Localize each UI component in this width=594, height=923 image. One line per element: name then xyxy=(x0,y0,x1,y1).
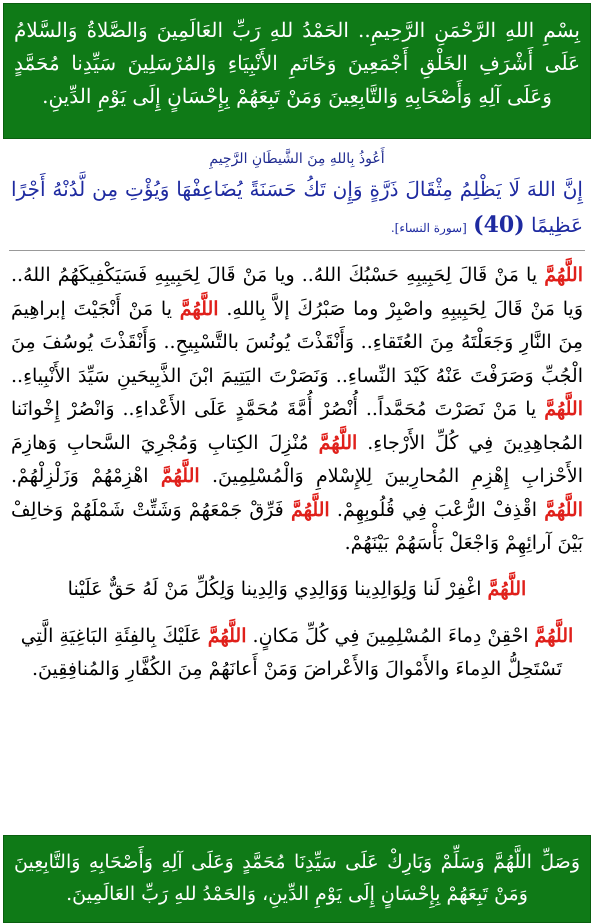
opening-banner xyxy=(3,3,591,139)
closing-banner xyxy=(3,835,591,923)
keyword-allahumma: اللَّهُمَّ xyxy=(290,498,330,521)
document-page xyxy=(0,3,594,923)
verse-number: (40) xyxy=(473,212,525,238)
forgiveness-text: اغْفِرْ لَنا وَلِوَالِدِينا وَوَالِدِي وَالِدِينا وَلِكُلِّ مَنْ لَهُ حَقٌّ عَلَيْنا xyxy=(67,577,488,600)
keyword-allahumma: اللَّهُمَّ xyxy=(318,431,358,454)
opening-text: بِسْمِ اللهِ الرَّحْمَنِ الرَّحِيمِ.. الحَمْدُ للهِ رَبِّ العَالَمِينَ وَالصَّلاةُ وَالسَّلامُ عَلَى أَشْرَفِ الخَلْقِ أَجْمَعِينَ وَخَاتَمِ الأَنْبِيَاءِ وَالمُرْسَلِينَ سَيِّدِنا مُحَمَّدٍ وَعَلَى آلِهِ وَأَصْحَابِهِ وَالتَّابِعِينَ وَمَنْ تَبِعَهُمْ بِإِحْسَانٍ إِلَى يَوْمِ الدِّينِ. xyxy=(14,18,580,108)
keyword-allahumma: اللَّهُمَّ xyxy=(207,624,247,647)
dua-segment: يا مَنْ قَالَ لِحَبِيبِهِ حَسْبُكَ اللهُ.. ويا مَنْ قَالَ لِحَبِيبِهِ فَسَيَكْفِيكَهُمُ اللهُ.. وَيا مَنْ قَالَ لِحَبِيبِهِ واصْبِرْ وما صَبْرُكَ إلاَّ بِاللهِ. xyxy=(11,264,583,320)
keyword-allahumma: اللَّهُمَّ xyxy=(160,465,200,487)
dua-segment: اقْذِفْ الرُّعْبَ فِي قُلُوبِهِمْ. xyxy=(329,498,545,521)
keyword-allahumma: اللَّهُمَّ xyxy=(534,624,574,647)
verse-text: إِنَّ اللهَ لَا يَظْلِمُ مِثْقَالَ ذَرَّةٍ وَإِن تَكُ حَسَنَةً يُضَاعِفْهَا وَيُؤْتِ مِن لَّدُنْهُ أَجْرًا عَظِيمًا xyxy=(11,177,583,237)
closing-text: وَصَلِّ اللَّهُمَّ وَسَلِّمْ وَبَارِكْ عَلَى سَيِّدِنَا مُحَمَّدٍ وَعَلَى آلِهِ وَأَصْحَابِهِ وَالتَّابِعِينَ وَمَنْ تَبِعَهُمْ بِإِحْسَانٍ إِلَى يَوْمِ الدِّينِ، وَالحَمْدُ للهِ رَبِّ العَالَمِينَ. xyxy=(14,851,580,905)
dua-segment: يا مَنْ نَصَرْتَ مُحَمَّداً.. أُنْصُرْ أُمَّةَ مُحَمَّدٍ عَلَى الأَعْداءِ.. وَانْصُرْ إِخْوانَنا المُجاهِدِينَ فِي كُلِّ الأَرْجاءِ. xyxy=(11,398,583,454)
dua-segment: مُنْزِلَ الكِتابِ وَمُجْرِيَ السَّحابِ وَهازِمَ الأَحْزابِ إِهْزِمِ المُحارِبينَ لِلإِسْلامِ وَالْمُسْلِمِينَ. xyxy=(11,431,583,487)
dua-segment: يا مَنْ أَنْجَيْتَ إبراهِيمَ مِنَ النَّارِ وَجَعَلْتَهُ مِنَ العُتَقاءِ.. وَأَنْقَذْتَ يُونُسَ بالتَّسْبِيحِ.. وَأَنْقَذْتَ يُوسُفَ مِنَ الْجُبِّ وَصَرَفْتَ عَنْهُ كَيْدَ النِّساءِ.. وَنَصَرْتَ اليَتِيمَ ابْنَ الذَّبِيحَينِ سَيِّدَ الأَنْبِياءِ.. xyxy=(11,297,583,387)
dua-segment: احْقِنْ دِماءَ المُسْلِمِينَ فِي كُلِّ مَكانٍ. xyxy=(246,624,535,647)
dua-segment: فَرِّقْ جَمْعَهُمْ وَشَتِّتْ شَمْلَهُمْ وَخالِفْ بَيْنَ آرائِهِمْ وَاجْعَلْ بَأْسَهُمْ بَيْنَهُمْ. xyxy=(11,498,583,554)
supplication-paragraph xyxy=(3,259,591,561)
quran-verse xyxy=(3,171,591,246)
istiadha-line: أَعُوذُ بِاللهِ مِنَ الشَّيطَانِ الرَّجِيمِ xyxy=(209,151,385,167)
surah-reference: [سورة النساء]. xyxy=(390,221,467,235)
dua-segment: اهْزِمْهُمْ وَزَلْزِلْهُمْ. xyxy=(11,465,161,487)
protection-supplication xyxy=(3,620,591,686)
keyword-allahumma: اللَّهُمَّ xyxy=(487,577,527,600)
keyword-allahumma: اللَّهُمَّ xyxy=(179,297,219,320)
keyword-allahumma: اللَّهُمَّ xyxy=(544,264,583,286)
divider xyxy=(9,250,585,251)
keyword-allahumma: اللَّهُمَّ xyxy=(544,498,583,521)
dua-segment: عَلَيْكَ بِالفِئَةِ البَاغِيَةِ الَّتِي تَسْتَحِلُّ الدِماءَ والأَمْوالَ وَالأَعْراضَ وَمَنْ أَعانَهُمْ مِنَ الكُفَّارِ وَالمُنافِقِينَ. xyxy=(20,624,562,680)
keyword-allahumma: اللَّهُمَّ xyxy=(544,398,583,420)
forgiveness-supplication xyxy=(11,573,583,606)
